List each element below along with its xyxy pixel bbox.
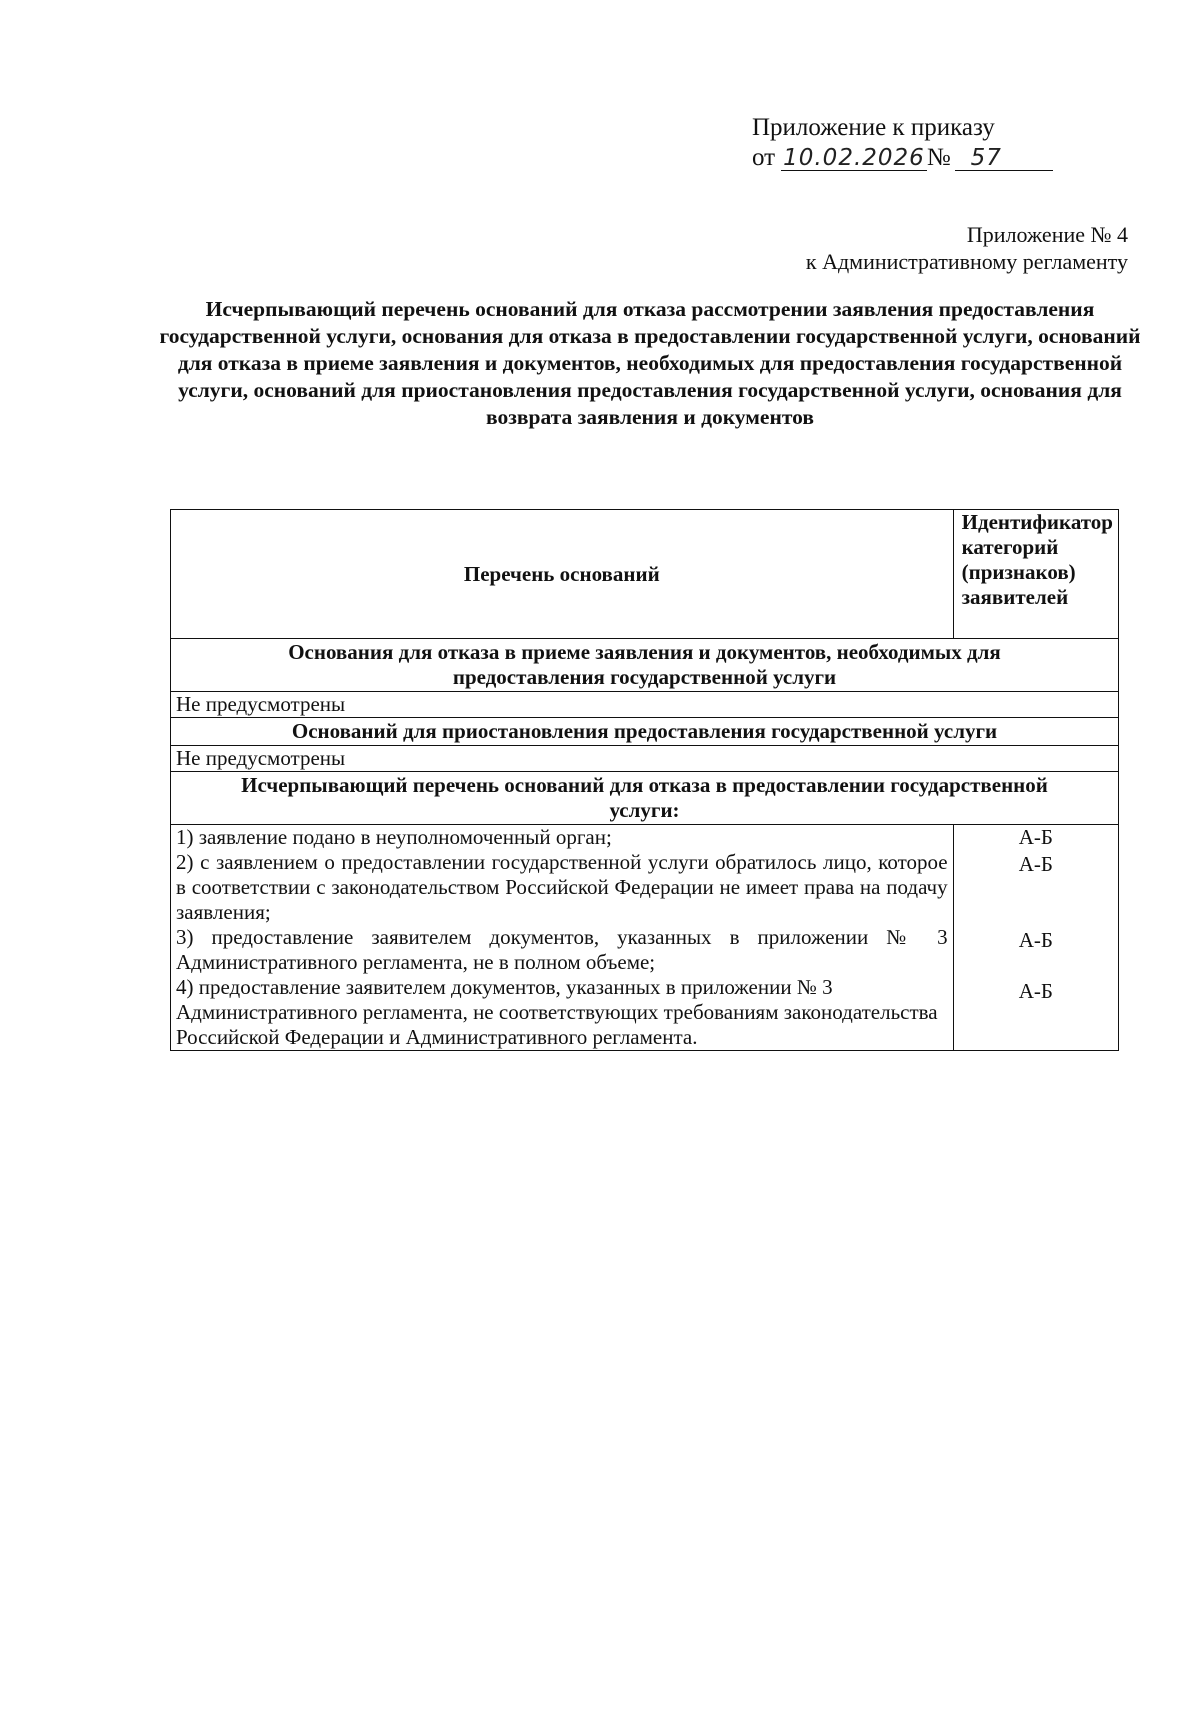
- category-id: А-Б: [1018, 852, 1053, 876]
- section-heading: Оснований для приостановления предоставления государственной услуги: [171, 718, 1119, 746]
- table-header-row: [171, 510, 1119, 639]
- appendix-regulation: к Административному регламенту: [805, 249, 1128, 274]
- applicant-category-ids: [953, 825, 1118, 1051]
- category-id: А-Б: [1018, 825, 1053, 849]
- section-text: Не предусмотрены: [171, 692, 1119, 718]
- list-item: 3) предоставление заявителем документов, указанных в приложении № 3 Административного регламента, не в полном объеме;: [176, 925, 948, 974]
- order-date-handwritten: 10.02.2026: [783, 145, 925, 171]
- section-heading: Исчерпывающий перечень оснований для отказа в предоставлении государственной услуги:: [171, 772, 1119, 825]
- header-reasons: Перечень оснований: [171, 510, 954, 639]
- section-text-row: [171, 692, 1119, 718]
- appendix-reference: [806, 221, 1128, 275]
- section-heading-row: [171, 718, 1119, 746]
- refusal-grounds-list: [171, 825, 954, 1051]
- grounds-table: [170, 509, 1119, 1051]
- section-text: Не предусмотрены: [171, 746, 1119, 772]
- appendix-number: Приложение № 4: [966, 222, 1128, 247]
- list-item: 4) предоставление заявителем документов, указанных в приложении № 3 Административного регламента, не соответствующих требованиям законодательства Российской Федерации и Административного регламента.: [176, 975, 938, 1049]
- order-reference: [752, 113, 1082, 173]
- document-title: Исчерпывающий перечень оснований для отказа рассмотрении заявления предоставления государственной услуги, основания для отказа в предоставлении государственной услуги, оснований для отказа в приеме заявления и документов, необходимых для предоставления государственной услуги, оснований для приостановления предоставления государственной услуги, основания для возврата заявления и документов: [159, 297, 1141, 429]
- category-id: А-Б: [1018, 928, 1053, 952]
- list-item: 1) заявление подано в неуполномоченный орган;: [176, 825, 612, 849]
- list-item: 2) с заявлением о предоставлении государственной услуги обратилось лицо, которое в соответствии с законодательством Российской Федерации не имеет права на подачу заявления;: [176, 850, 948, 924]
- section-text-row: [171, 746, 1119, 772]
- order-number-label: №: [926, 144, 951, 171]
- header-identifier: Идентификатор категорий (признаков) заявителей: [953, 510, 1118, 639]
- section-heading-row: [171, 639, 1119, 692]
- order-title: Приложение к приказу: [752, 114, 995, 141]
- order-number-handwritten: 57: [955, 146, 1053, 171]
- category-id: А-Б: [1018, 979, 1053, 1003]
- order-date-line: [752, 143, 1082, 173]
- refusal-grounds-row: [171, 825, 1119, 1051]
- section-heading: Основания для отказа в приеме заявления и документов, необходимых для предоставления государственной услуги: [171, 639, 1119, 692]
- section-heading-row: [171, 772, 1119, 825]
- order-date-prefix: от: [752, 144, 776, 171]
